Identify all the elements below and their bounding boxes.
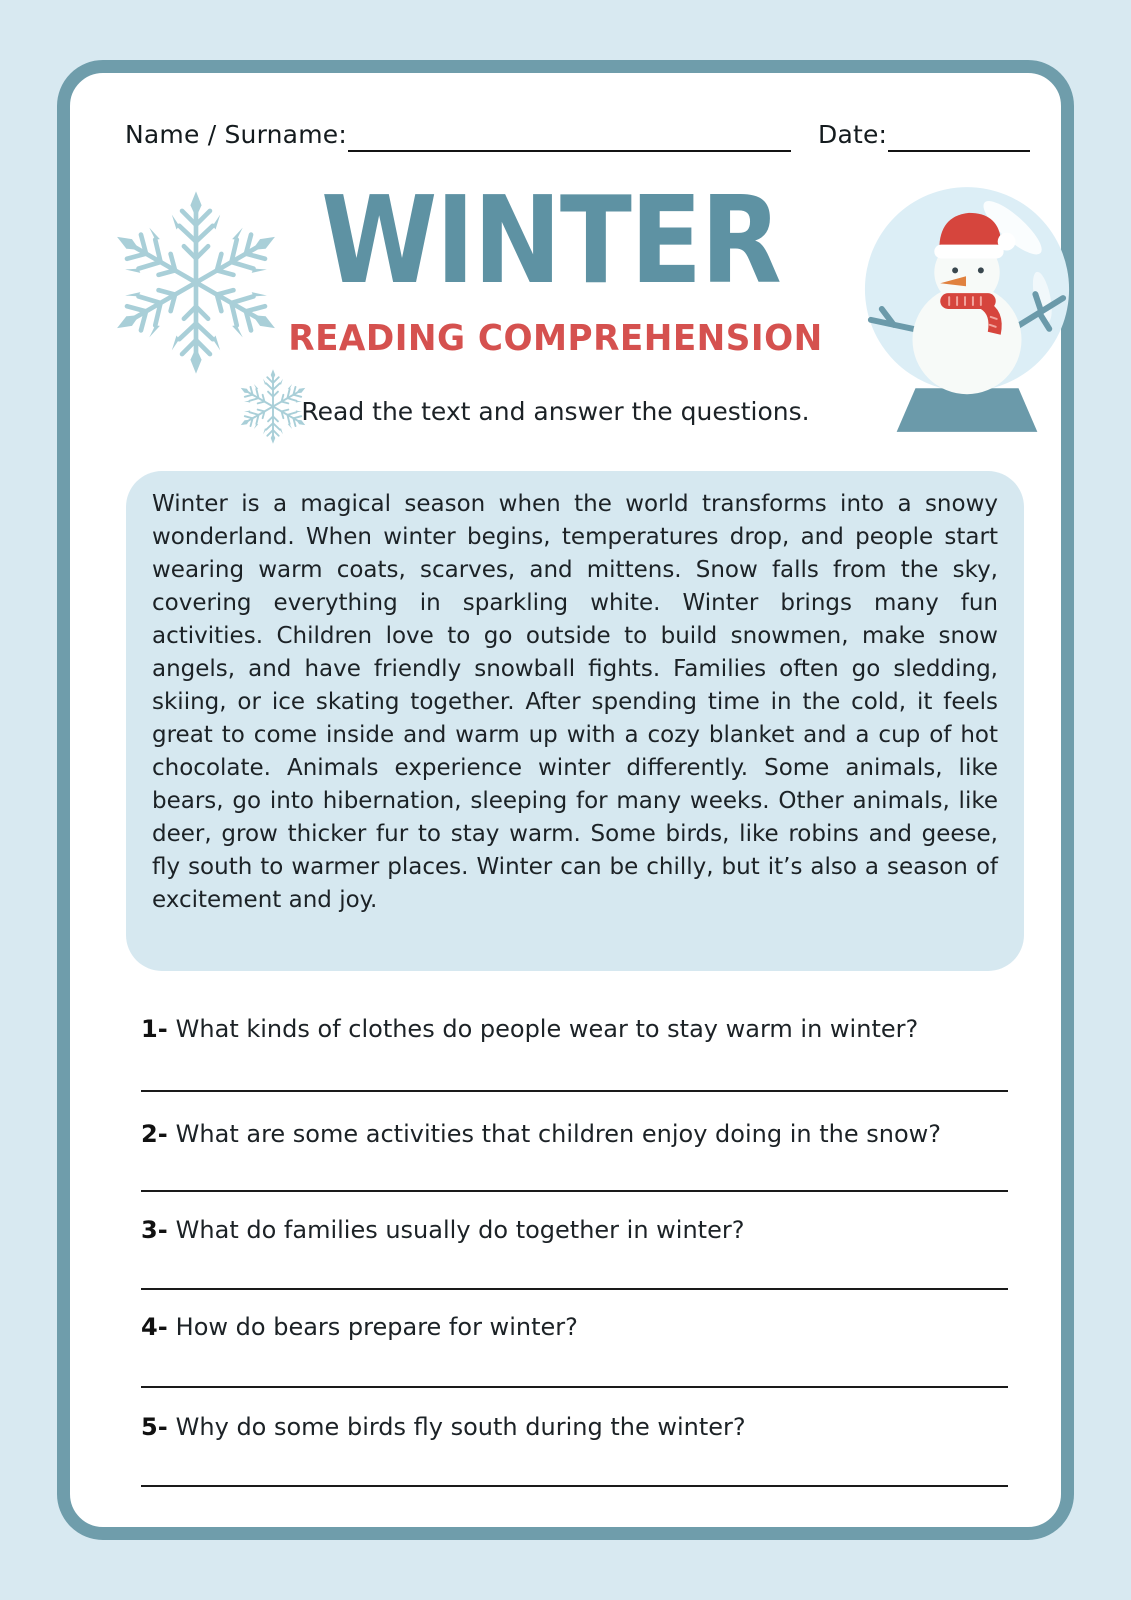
question-3-number: 3- xyxy=(141,1216,168,1244)
question-5: 5- Why do some birds fly south during the winter? xyxy=(141,1413,746,1441)
instruction-text: Read the text and answer the questions. xyxy=(301,397,810,426)
snow-globe-icon xyxy=(858,178,1076,438)
reading-passage-box xyxy=(126,471,1024,971)
question-4-number: 4- xyxy=(141,1313,168,1341)
reading-passage-text: Winter is a magical season when the world transforms into a snowy wonderland. When winter begins, temperatures drop, and people start wearing warm coats, scarves, and mittens. Snow falls from the sky, covering everything in sparkling white. Winter brings many fun activities. Children love to go outside to build snowmen, make snow angels, and have friendly snowball fights. Families often go sledding, skiing, or ice skating together. After spending time in the cold, it feels great to come inside and warm up with a cozy blanket and a cup of hot chocolate. Animals experience winter differently. Some animals, like bears, go into hibernation, sleeping for many weeks. Other animals, like deer, grow thicker fur to stay warm. Some birds, like robins and geese, fly south to warmer places. Winter can be chilly, but it’s also a season of excitement and joy. xyxy=(152,491,998,913)
page-title: WINTER xyxy=(320,172,781,311)
name-surname-label: Name / Surname: xyxy=(125,120,347,149)
question-1: 1- What kinds of clothes do people wear to stay warm in winter? xyxy=(141,1015,919,1043)
answer-line-1[interactable] xyxy=(141,1090,1008,1092)
question-4: 4- How do bears prepare for winter? xyxy=(141,1313,578,1341)
question-1-number: 1- xyxy=(141,1015,168,1043)
question-2: 2- What are some activities that children enjoy doing in the snow? xyxy=(141,1120,941,1148)
name-input-line[interactable] xyxy=(348,121,791,152)
date-label: Date: xyxy=(818,120,888,149)
question-3: 3- What do families usually do together in winter? xyxy=(141,1216,745,1244)
answer-line-4[interactable] xyxy=(141,1386,1008,1388)
answer-line-3[interactable] xyxy=(141,1288,1008,1290)
answer-line-2[interactable] xyxy=(141,1190,1008,1192)
worksheet-card xyxy=(57,60,1074,1540)
question-2-number: 2- xyxy=(141,1120,168,1148)
date-input-line[interactable] xyxy=(888,121,1030,152)
page-subtitle: READING COMPREHENSION xyxy=(288,318,823,359)
answer-line-5[interactable] xyxy=(141,1485,1008,1487)
question-5-number: 5- xyxy=(141,1413,168,1441)
